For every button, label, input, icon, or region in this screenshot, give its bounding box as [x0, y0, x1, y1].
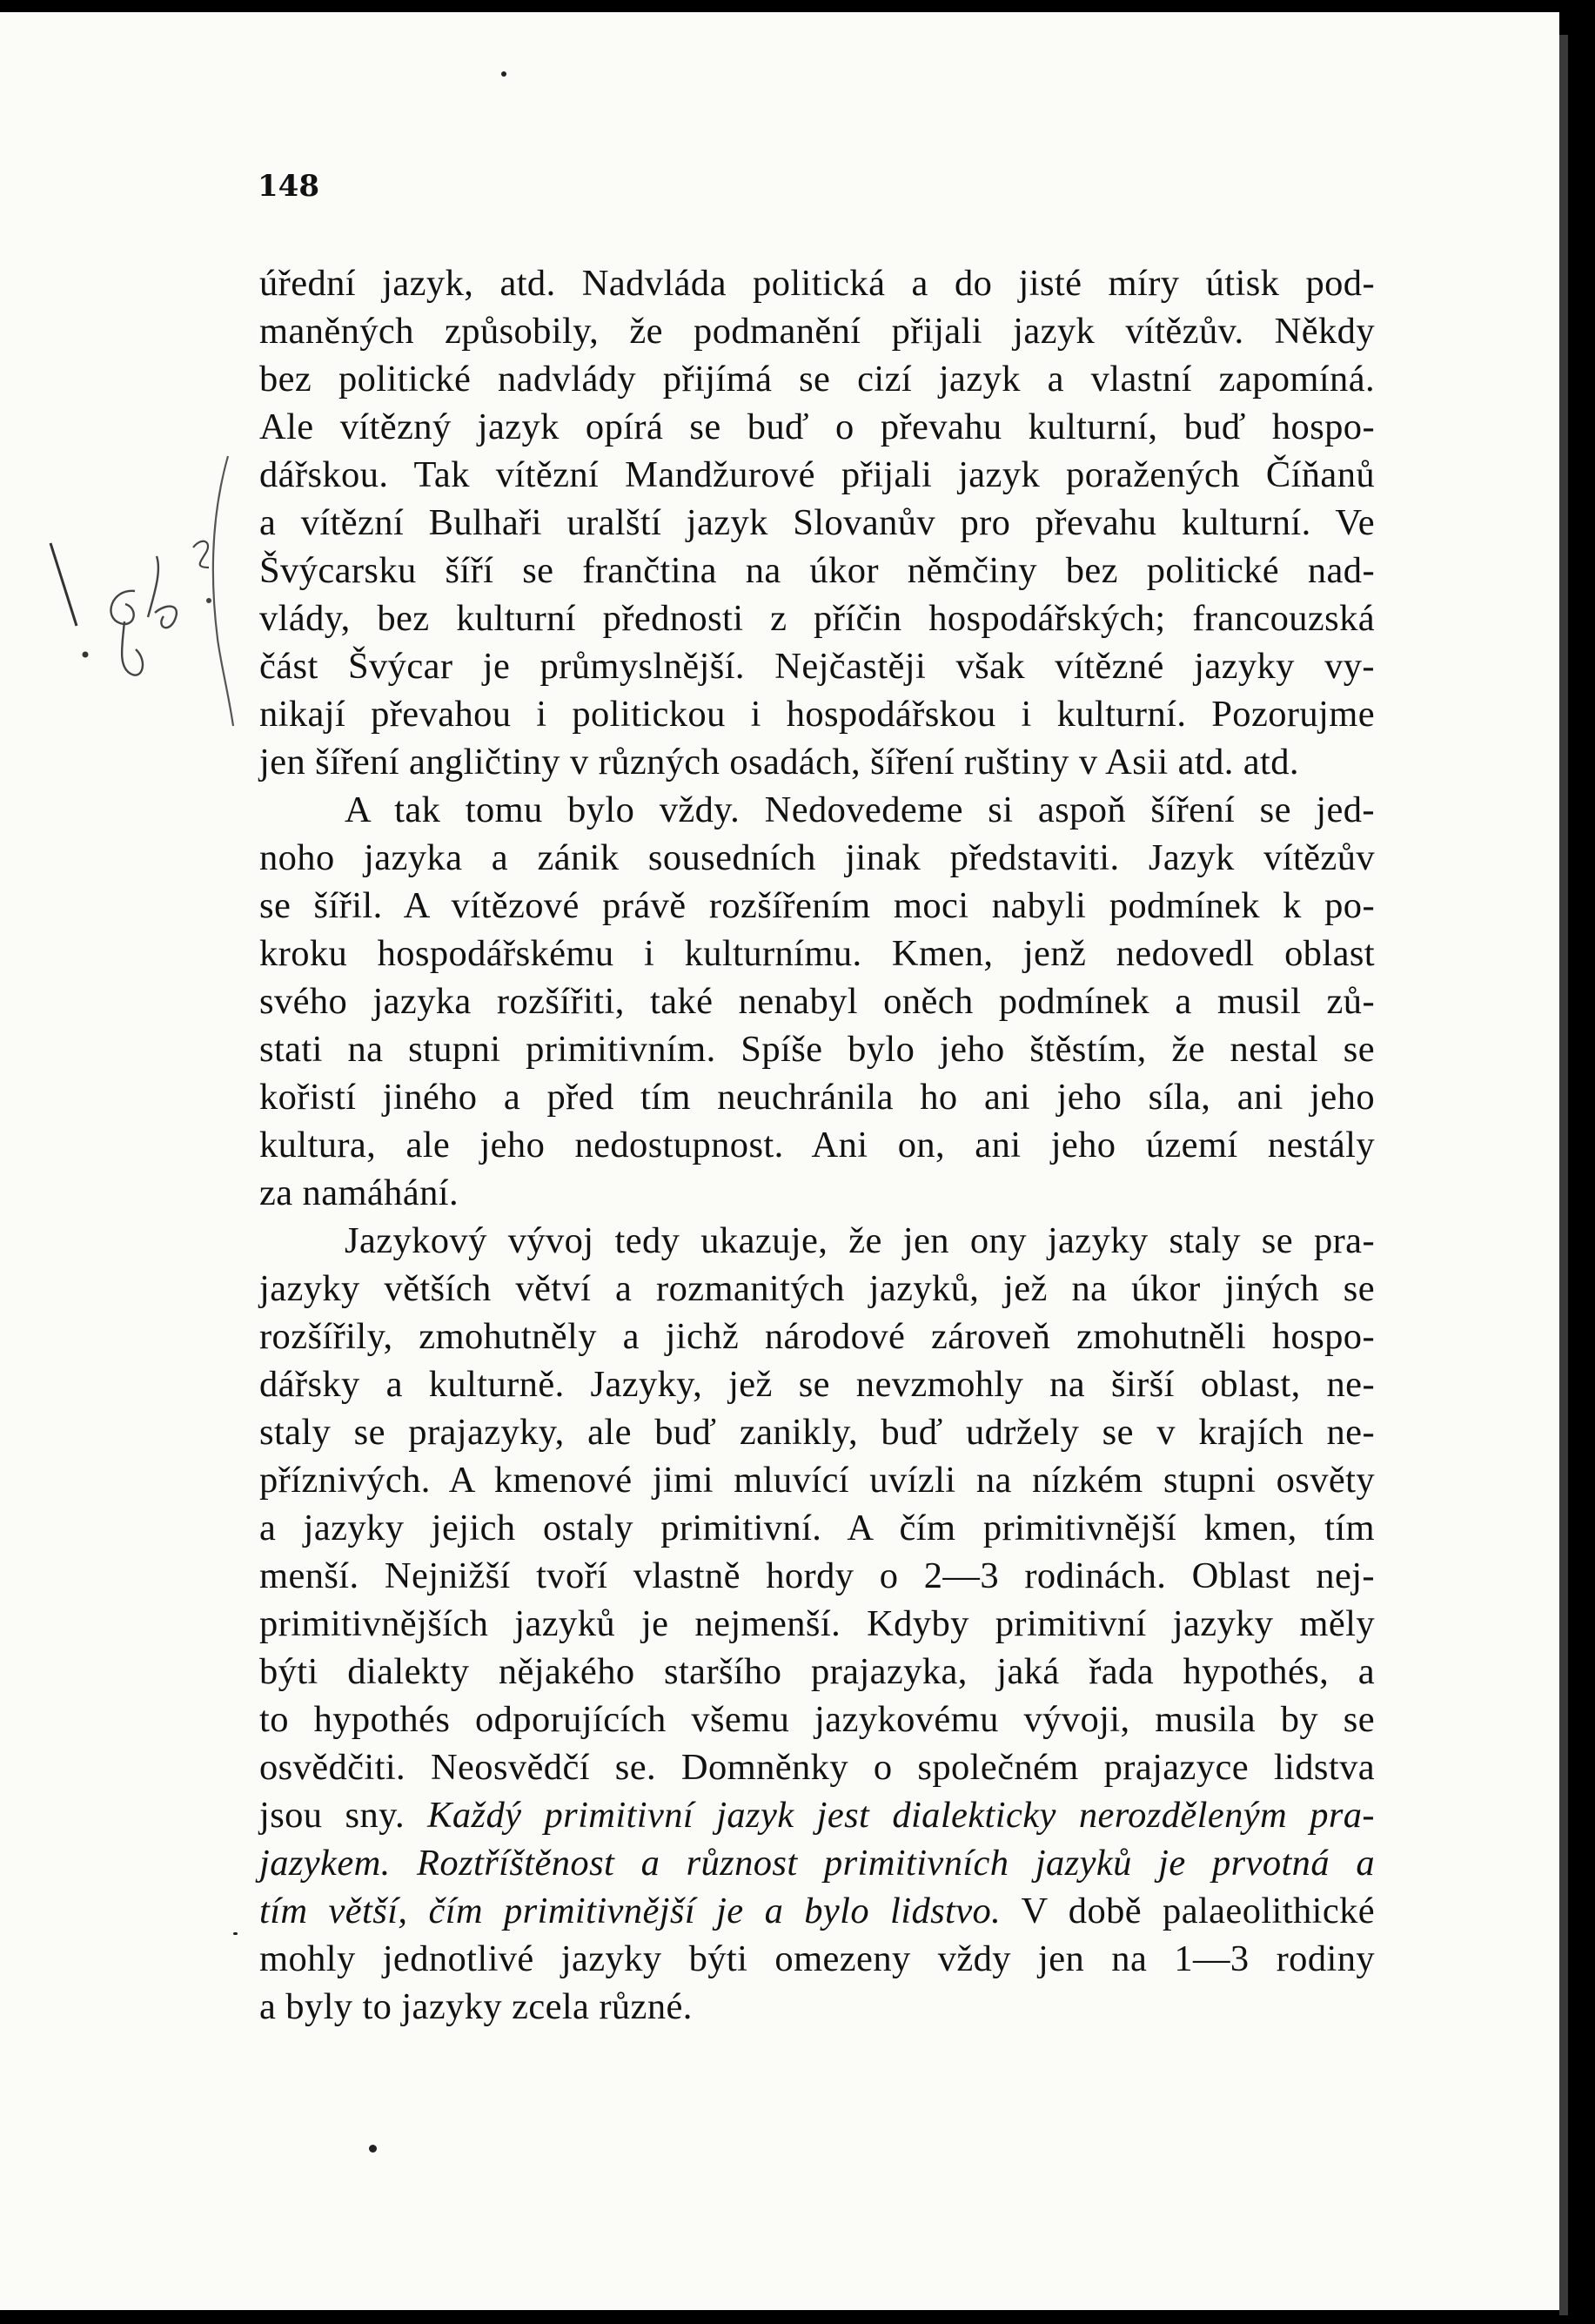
text-line — [259, 738, 1375, 786]
line-text: za namáhání. — [259, 1172, 459, 1213]
line-text: býti dialekty nějakého staršího prajazyka, jaká řada hypothés, a — [259, 1651, 1375, 1692]
text-line — [259, 547, 1375, 594]
text-line — [259, 594, 1375, 642]
line-text: V době palaeolithické — [1021, 1891, 1376, 1931]
line-text: staly se prajazyky, ale buď zanikly, buď udržely se v krajích ne- — [259, 1412, 1375, 1453]
text-line — [259, 1696, 1375, 1743]
line-text: primitivnějších jazyků je nejmenší. Kdyby primitivní jazyky měly — [259, 1603, 1375, 1644]
text-line — [259, 1456, 1375, 1504]
line-text: a byly to jazyky zcela různé. — [259, 1986, 693, 2027]
emphasized-text: jazykem. Roztříštěnost a různost primitivních jazyků je prvotná a — [259, 1843, 1375, 1884]
text-line — [259, 1600, 1375, 1648]
line-text: stati na stupni primitivním. Spíše bylo jeho štěstím, že nestal se — [259, 1029, 1375, 1070]
page-number: 148 — [258, 169, 319, 204]
text-line — [259, 786, 1375, 834]
line-text: jazyky větších větví a rozmanitých jazyků, jež na úkor jiných se — [259, 1268, 1375, 1309]
body-text — [259, 259, 1375, 2031]
text-line — [259, 1552, 1375, 1600]
text-line — [259, 1791, 1375, 1839]
emphasized-text: tím větší, čím primitivnější je a bylo lidstvo. — [259, 1891, 1002, 1931]
line-text: dářskou. Tak vítězní Mandžurové přijali jazyk poražených Číňanů — [259, 454, 1375, 495]
line-text: mohly jednotlivé jazyky býti omezeny vždy jen na 1—3 rodiny — [259, 1938, 1375, 1979]
text-line — [259, 642, 1375, 690]
line-text: menší. Nejnižší tvoří vlastně hordy o 2—3 rodinách. Oblast nej- — [259, 1555, 1375, 1596]
line-text: osvědčiti. Neosvědčí se. Domněnky o společném prajazyce lidstva — [259, 1747, 1375, 1788]
text-line — [259, 355, 1375, 403]
text-line — [259, 451, 1375, 499]
line-text: dářsky a kulturně. Jazyky, jež se nevzmohly na širší oblast, ne- — [259, 1364, 1375, 1405]
speck-mark — [233, 1932, 238, 1935]
text-line — [259, 1983, 1375, 2031]
text-line — [259, 834, 1375, 882]
line-text: bez politické nadvlády přijímá se cizí jazyk a vlastní zapomíná. — [259, 359, 1375, 400]
line-text: to hypothés odporujících všemu jazykovému vývoji, musila by se — [259, 1699, 1375, 1740]
text-line — [259, 690, 1375, 738]
text-line — [259, 403, 1375, 451]
line-text: Ale vítězný jazyk opírá se buď o převahu kulturní, buď hospo- — [259, 406, 1375, 447]
line-text: svého jazyka rozšířiti, také nenabyl oněch podmínek a musil zů- — [259, 981, 1375, 1022]
line-text: maněných způsobily, že podmanění přijali jazyk vítězův. Někdy — [259, 311, 1375, 352]
text-line — [259, 259, 1375, 307]
text-line — [259, 1408, 1375, 1456]
line-text: rozšířily, zmohutněly a jichž národové zároveň zmohutněli hospo- — [259, 1316, 1375, 1357]
text-line — [259, 1265, 1375, 1313]
text-line — [259, 882, 1375, 930]
line-text: úřední jazyk, atd. Nadvláda politická a do jisté míry útisk pod- — [259, 263, 1375, 304]
line-text: kořistí jiného a před tím neuchránila ho ani jeho síla, ani jeho — [259, 1077, 1375, 1118]
line-text: Švýcarsku šíří se frančtina na úkor němčiny bez politické nad- — [259, 550, 1375, 591]
line-text: kroku hospodářskému i kulturnímu. Kmen, jenž nedovedl oblast — [259, 933, 1375, 974]
line-text: kultura, ale jeho nedostupnost. Ani on, ani jeho území nestály — [259, 1125, 1375, 1165]
line-text: vlády, bez kulturní přednosti z příčin hospodářských; francouzská — [259, 598, 1375, 639]
line-text: noho jazyka a zánik sousedních jinak představiti. Jazyk vítězův — [259, 837, 1375, 878]
text-line — [259, 1743, 1375, 1791]
line-text: část Švýcar je průmyslnější. Nejčastěji však vítězné jazyky vy- — [259, 646, 1375, 687]
page-binding-edge — [1559, 35, 1568, 2315]
text-line — [259, 930, 1375, 977]
book-page — [0, 12, 1559, 2310]
emphasized-text: Každý primitivní jazyk jest dialekticky nerozděleným pra- — [427, 1795, 1375, 1836]
text-line — [259, 1169, 1375, 1217]
margin-scribble-icon — [35, 439, 244, 752]
line-text: se šířil. A vítězové právě rozšířením moci nabyli podmínek k po- — [259, 885, 1375, 926]
speck-mark — [501, 71, 506, 77]
handwritten-margin-note — [35, 439, 244, 752]
line-text: A tak tomu bylo vždy. Nedovedeme si aspoň šíření se jed- — [345, 789, 1375, 830]
text-line — [259, 1073, 1375, 1121]
text-line — [259, 1935, 1375, 1983]
line-text: jen šíření angličtiny v různých osadách, šíření ruštiny v Asii atd. atd. — [259, 742, 1299, 783]
line-text: nikají převahou i politickou i hospodářskou i kulturní. Pozorujme — [259, 694, 1375, 735]
text-line — [259, 1648, 1375, 1696]
line-text: a jazyky jejich ostaly primitivní. A čím primitivnější kmen, tím — [259, 1508, 1375, 1548]
line-text: jsou sny. — [259, 1795, 405, 1836]
line-text: Jazykový vývoj tedy ukazuje, že jen ony jazyky staly se pra- — [345, 1220, 1375, 1261]
line-text: a vítězní Bulhaři uralští jazyk Slovanův pro převahu kulturní. Ve — [259, 502, 1375, 543]
text-line — [259, 1504, 1375, 1552]
text-line — [259, 977, 1375, 1025]
text-line — [259, 1360, 1375, 1408]
text-line — [259, 1839, 1375, 1887]
text-line — [259, 1217, 1375, 1265]
text-line — [259, 1121, 1375, 1169]
text-line — [259, 1025, 1375, 1073]
text-line — [259, 1313, 1375, 1360]
line-text: příznivých. A kmenové jimi mluvící uvízli na nízkém stupni osvěty — [259, 1460, 1375, 1501]
text-line — [259, 499, 1375, 547]
speck-mark — [369, 2145, 377, 2153]
text-line — [259, 307, 1375, 355]
text-line — [259, 1887, 1375, 1935]
